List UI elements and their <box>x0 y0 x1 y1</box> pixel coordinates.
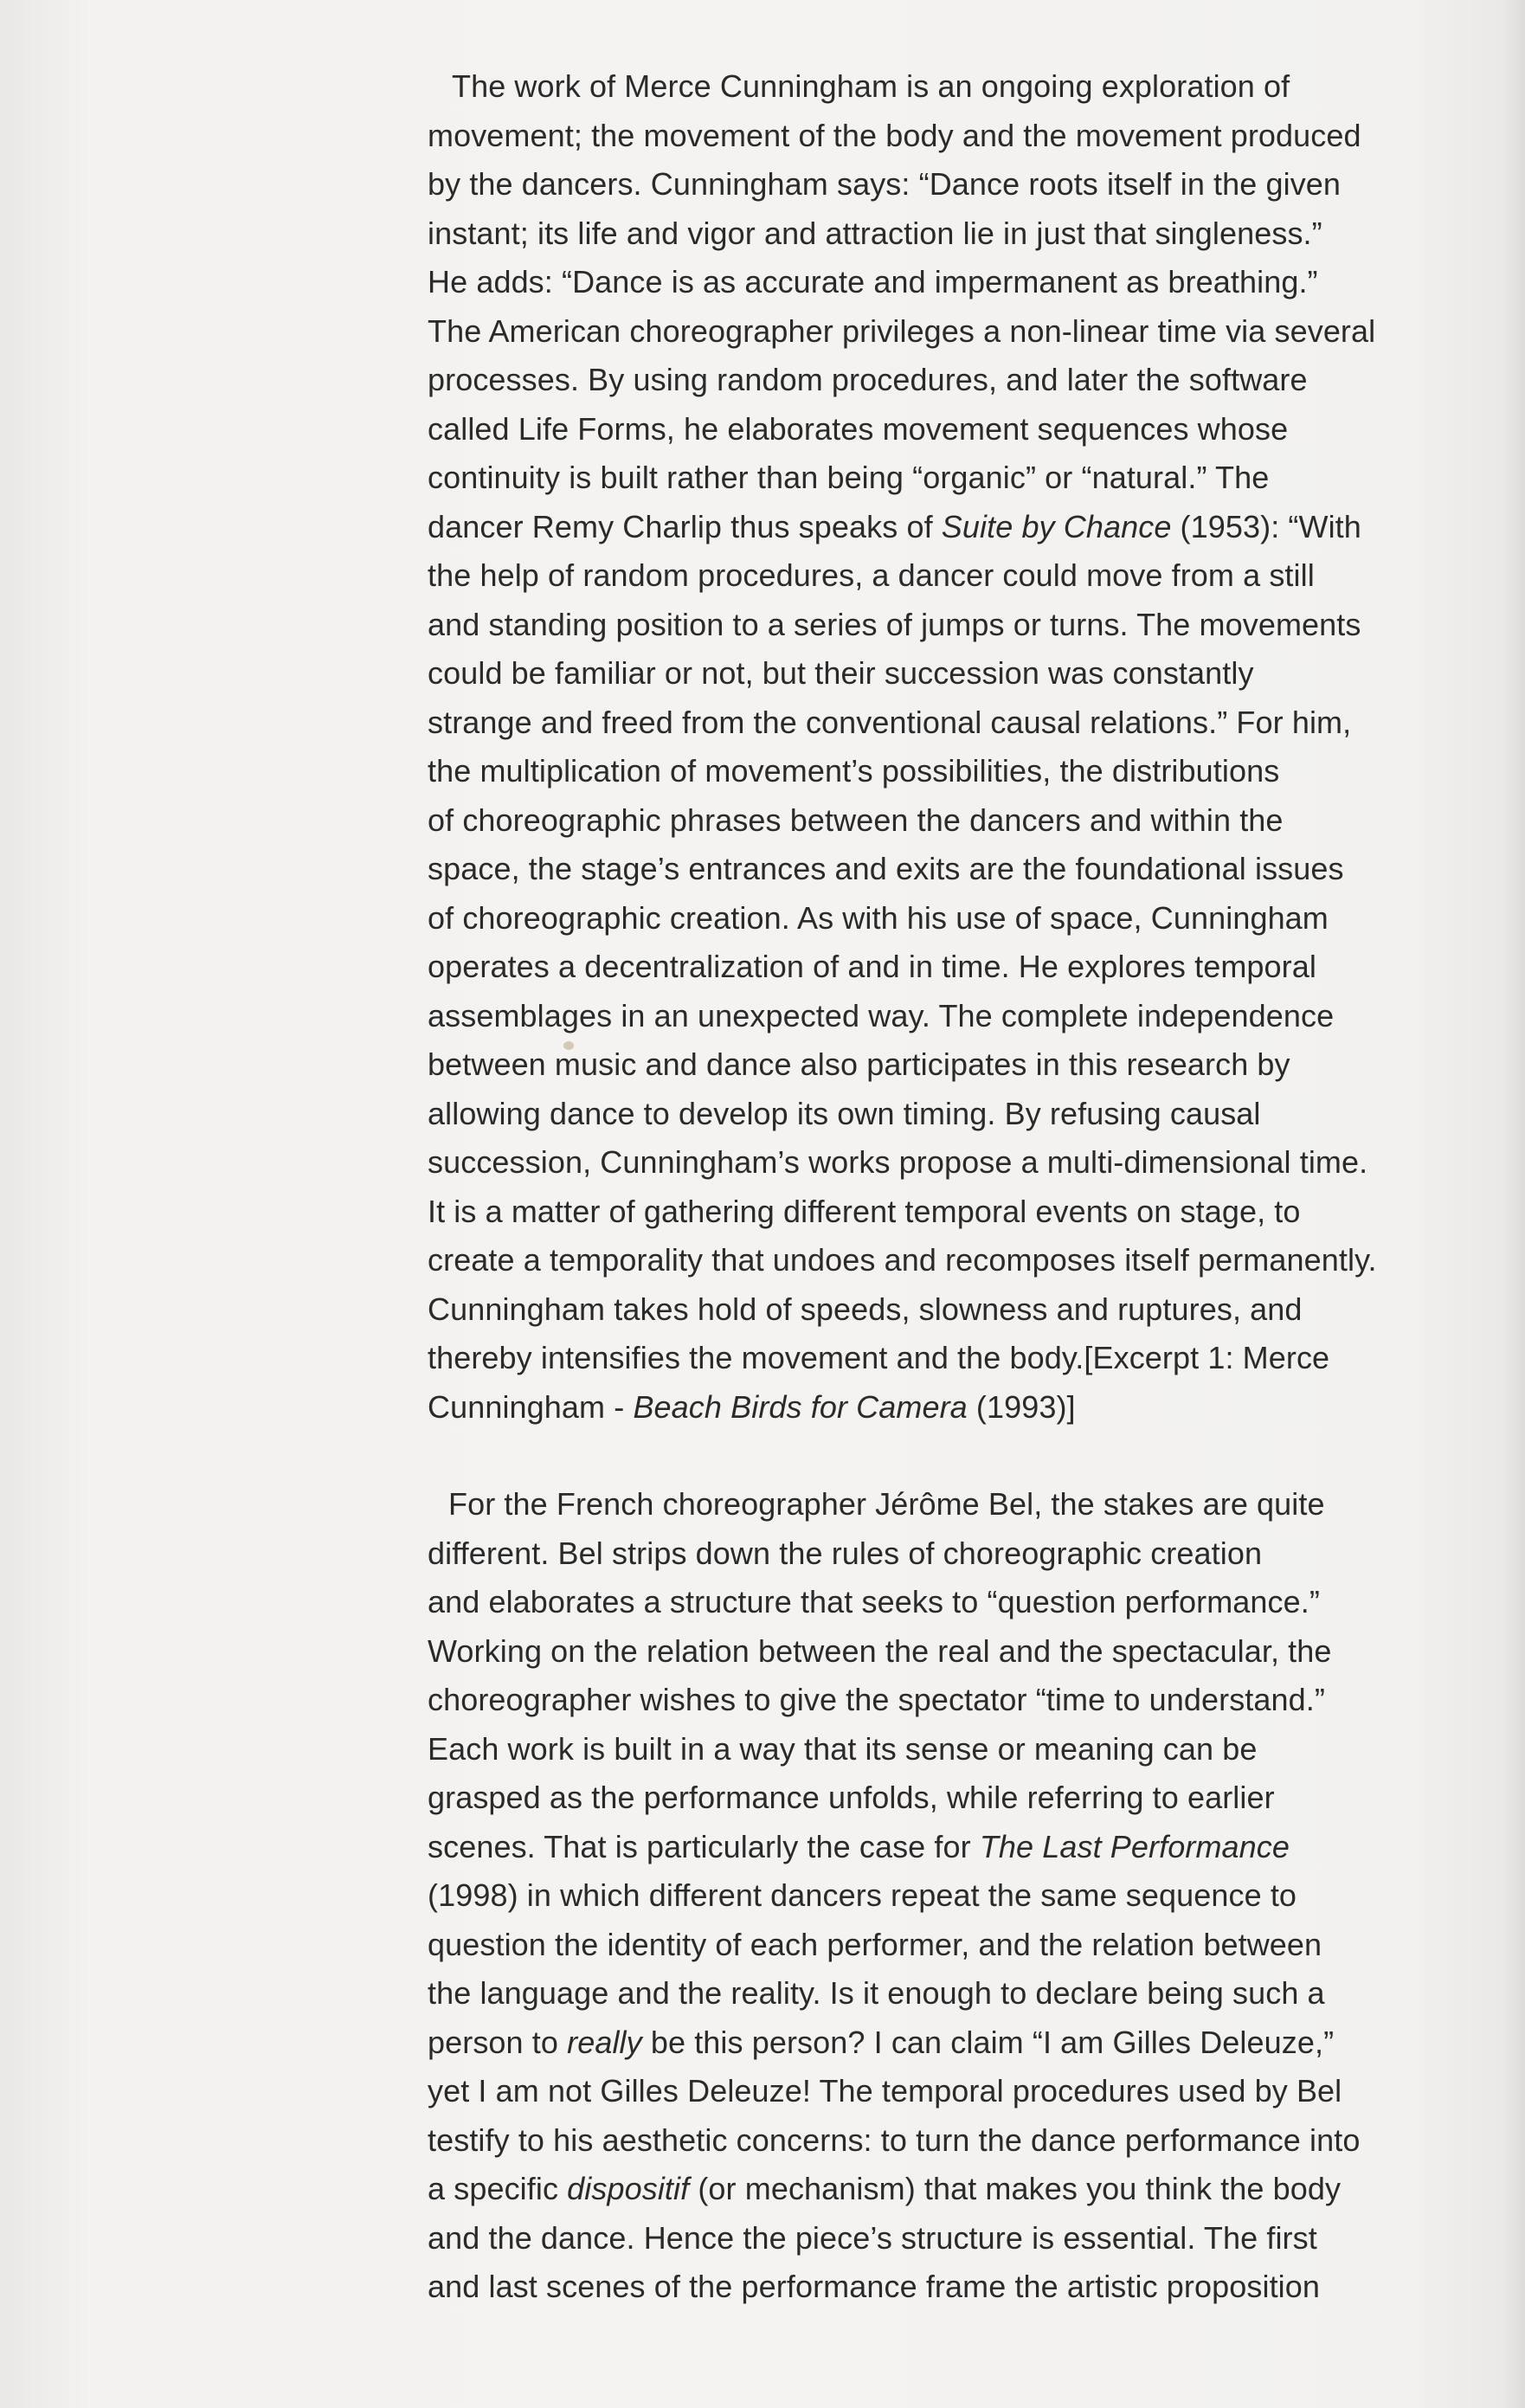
text-run: continuity is built rather than being “organic” or “natural.” The <box>428 460 1270 495</box>
text-line <box>428 1823 1414 1872</box>
text-run: (1953): “With <box>1171 508 1361 544</box>
text-run: grasped as the performance unfolds, while referring to earlier <box>428 1780 1275 1815</box>
text-line <box>428 258 1414 307</box>
text-line <box>428 1334 1414 1383</box>
text-run: It is a matter of gathering different temporal events on stage, to <box>428 1193 1301 1229</box>
text-run: thereby intensifies the movement and the body.[Excerpt 1: Merce <box>428 1340 1330 1375</box>
text-run: space, the stage’s entrances and exits are the foundational issues <box>428 851 1344 886</box>
text-line <box>428 454 1414 503</box>
text-run: Working on the relation between the real and the spectacular, the <box>428 1632 1332 1669</box>
text-line <box>428 1921 1414 1970</box>
text-line <box>428 1090 1414 1139</box>
text-line <box>428 2018 1414 2068</box>
text-run: movement; the movement of the body and the movement produced <box>428 117 1361 153</box>
text-line <box>428 503 1414 552</box>
text-line <box>428 1725 1414 1774</box>
text-run: the language and the reality. Is it enough to declare being such a <box>428 1975 1325 2011</box>
text-line <box>428 601 1414 650</box>
text-run: the help of random procedures, a dancer could move from a still <box>428 557 1315 593</box>
text-run: be this person? I can claim “I am Gilles Deleuze,” <box>641 2024 1335 2060</box>
text-run: the multiplication of movement’s possibilities, the distributions <box>428 753 1280 789</box>
text-run: (or mechanism) that makes you think the body <box>689 2171 1342 2206</box>
text-run: question the identity of each performer, and the relation between <box>428 1926 1322 1962</box>
text-line <box>428 1969 1414 2018</box>
text-run: scenes. That is particularly the case for <box>428 1828 980 1864</box>
text-run: by the dancers. Cunningham says: “Dance roots itself in the given <box>428 166 1342 202</box>
text-line <box>428 699 1414 748</box>
text-line <box>428 1480 1414 1529</box>
paragraph-1 <box>428 62 1414 1432</box>
text-line <box>428 1774 1414 1823</box>
text-line <box>428 1138 1414 1188</box>
text-run: and elaborates a structure that seeks to “question performance.” <box>428 1584 1320 1619</box>
text-run: yet I am not Gilles Deleuze! The temporal procedures used by Bel <box>428 2073 1342 2109</box>
text-run: Cunningham - <box>428 1388 634 1425</box>
text-run: operates a decentralization of and in time. He explores temporal <box>428 949 1316 984</box>
text-line <box>428 1383 1414 1433</box>
italic-title: dispositif <box>567 2171 690 2206</box>
italic-title: Suite by Chance <box>941 508 1172 544</box>
text-line <box>428 405 1414 454</box>
text-line <box>428 1040 1414 1090</box>
text-line <box>428 992 1414 1041</box>
text-line <box>428 1578 1414 1627</box>
text-run: of choreographic creation. As with his use of space, Cunningham <box>428 899 1329 936</box>
text-line <box>428 551 1414 601</box>
text-run: The work of Merce Cunningham is an ongoing exploration of <box>452 68 1290 104</box>
text-line <box>428 894 1414 943</box>
text-line <box>428 1188 1414 1237</box>
text-run: person to <box>428 2024 568 2060</box>
text-line <box>428 1627 1414 1677</box>
text-run: of choreographic phrases between the dancers and within the <box>428 802 1284 838</box>
text-run: and standing position to a series of jumps or turns. The movements <box>428 606 1361 642</box>
text-line <box>428 796 1414 846</box>
text-line <box>428 845 1414 894</box>
text-run: could be familiar or not, but their succession was constantly <box>428 655 1254 691</box>
text-run: processes. By using random procedures, and later the software <box>428 362 1308 397</box>
text-run: Cunningham takes hold of speeds, slowness and ruptures, and <box>428 1291 1303 1327</box>
paragraph-2 <box>428 1480 1414 2312</box>
text-line <box>428 1529 1414 1579</box>
text-run: (1993)] <box>967 1388 1076 1425</box>
italic-title: really <box>567 2024 642 2060</box>
text-run: different. Bel strips down the rules of choreographic creation <box>428 1535 1263 1571</box>
text-line <box>428 307 1414 357</box>
text-run: create a temporality that undoes and recomposes itself permanently. <box>428 1242 1377 1278</box>
text-run: assemblages in an unexpected way. The complete independence <box>428 997 1335 1033</box>
text-line <box>428 649 1414 699</box>
italic-title: The Last Performance <box>979 1828 1290 1864</box>
text-line <box>428 2116 1414 2166</box>
text-run: allowing dance to develop its own timing. By refusing causal <box>428 1095 1261 1131</box>
text-line <box>428 2165 1414 2214</box>
text-run: testify to his aesthetic concerns: to turn the dance performance into <box>428 2121 1361 2158</box>
page-edge-shadow <box>1502 0 1525 2408</box>
text-run: Each work is built in a way that its sense or meaning can be <box>428 1730 1258 1767</box>
text-run: strange and freed from the conventional causal relations.” For him, <box>428 704 1352 740</box>
text-run: He adds: “Dance is as accurate and impermanent as breathing.” <box>428 264 1318 299</box>
text-run: choreographer wishes to give the spectator “time to understand.” <box>428 1682 1325 1717</box>
text-line <box>428 2067 1414 2116</box>
text-line <box>428 160 1414 209</box>
text-line <box>428 747 1414 796</box>
text-line <box>428 356 1414 405</box>
text-run: between music and dance also participates in this research by <box>428 1046 1290 1082</box>
text-run: succession, Cunningham’s works propose a multi-dimensional time. <box>428 1144 1368 1180</box>
text-run: a specific <box>428 2171 568 2206</box>
text-line <box>428 209 1414 259</box>
text-line <box>428 112 1414 161</box>
text-line <box>428 1871 1414 1921</box>
text-line <box>428 1676 1414 1725</box>
text-line <box>428 1285 1414 1335</box>
text-run: For the French choreographer Jérôme Bel, the stakes are quite <box>448 1486 1325 1522</box>
text-run: and last scenes of the performance frame the artistic proposition <box>428 2269 1321 2304</box>
text-run: The American choreographer privileges a non-linear time via several <box>428 312 1376 349</box>
text-line <box>428 1236 1414 1285</box>
text-line <box>428 2263 1414 2312</box>
italic-title: Beach Birds for Camera <box>633 1388 968 1425</box>
text-run: instant; its life and vigor and attraction lie in just that singleness.” <box>428 215 1322 251</box>
text-line <box>428 943 1414 992</box>
text-line <box>428 62 1414 112</box>
text-line <box>428 2214 1414 2263</box>
text-run: dancer Remy Charlip thus speaks of <box>428 508 942 544</box>
text-run: called Life Forms, he elaborates movement sequences whose <box>428 410 1289 447</box>
text-column <box>428 62 1414 2312</box>
text-run: (1998) in which different dancers repeat the same sequence to <box>428 1877 1297 1913</box>
text-run: and the dance. Hence the piece’s structure is essential. The first <box>428 2219 1317 2256</box>
